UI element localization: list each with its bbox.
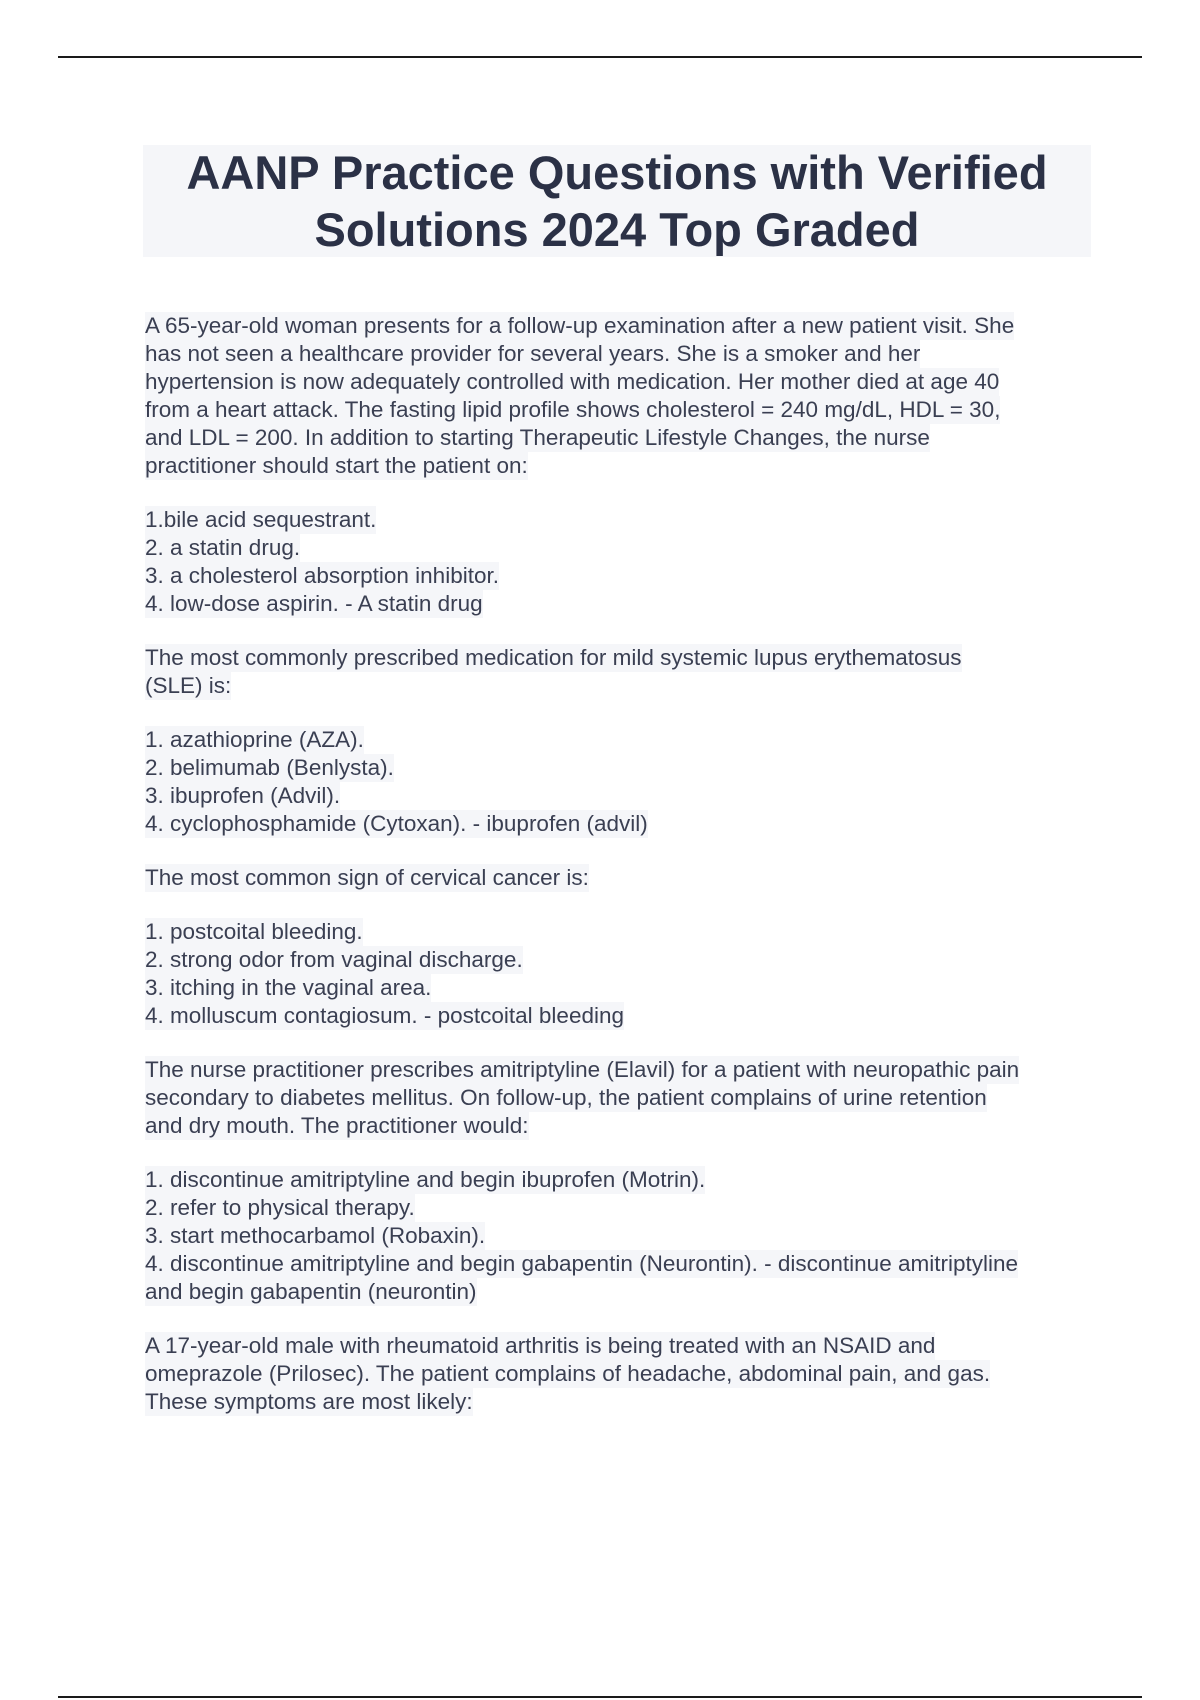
answer-option: 4. low-dose aspirin. - A statin drug bbox=[145, 591, 483, 616]
question-5 bbox=[145, 1332, 1090, 1416]
answer-option: 3. ibuprofen (Advil). bbox=[145, 783, 341, 808]
title-line-1: AANP Practice Questions with Verified bbox=[186, 146, 1048, 199]
stem-line: (SLE) is: bbox=[145, 673, 232, 698]
question-2 bbox=[145, 644, 1090, 838]
stem-line: and LDL = 200. In addition to starting Therapeutic Lifestyle Changes, the nurse bbox=[145, 425, 930, 450]
stem-line: practitioner should start the patient on: bbox=[145, 453, 528, 478]
answer-option: 2. a statin drug. bbox=[145, 535, 301, 560]
answer-option: 4. discontinue amitriptyline and begin gabapentin (Neurontin). - discontinue amitriptyline bbox=[145, 1251, 1018, 1276]
answer-option: 3. itching in the vaginal area. bbox=[145, 975, 432, 1000]
stem-line: from a heart attack. The fasting lipid profile shows cholesterol = 240 mg/dL, HDL = 30, bbox=[145, 397, 1001, 422]
question-stem bbox=[145, 644, 1090, 700]
top-rule bbox=[58, 56, 1142, 58]
stem-line: The most common sign of cervical cancer is: bbox=[145, 865, 589, 890]
stem-line: The most commonly prescribed medication for mild systemic lupus erythematosus bbox=[145, 645, 962, 670]
answer-option: 2. refer to physical therapy. bbox=[145, 1195, 415, 1220]
stem-line: has not seen a healthcare provider for several years. She is a smoker and her bbox=[145, 341, 921, 366]
question-stem bbox=[145, 312, 1090, 480]
answer-option: 1. discontinue amitriptyline and begin ibuprofen (Motrin). bbox=[145, 1167, 706, 1192]
answer-option: 2. belimumab (Benlysta). bbox=[145, 755, 394, 780]
answer-option: 1. postcoital bleeding. bbox=[145, 919, 363, 944]
answer-options bbox=[145, 918, 1090, 1030]
stem-line: secondary to diabetes mellitus. On follow-up, the patient complains of urine retention bbox=[145, 1085, 987, 1110]
question-4 bbox=[145, 1056, 1090, 1306]
bottom-rule bbox=[58, 1696, 1142, 1698]
answer-option: 4. molluscum contagiosum. - postcoital bleeding bbox=[145, 1003, 624, 1028]
answer-option: 2. strong odor from vaginal discharge. bbox=[145, 947, 523, 972]
answer-options bbox=[145, 726, 1090, 838]
stem-line: omeprazole (Prilosec). The patient complains of headache, abdominal pain, and gas. bbox=[145, 1361, 991, 1386]
stem-line: A 17-year-old male with rheumatoid arthritis is being treated with an NSAID and bbox=[145, 1333, 936, 1358]
question-stem bbox=[145, 1056, 1090, 1140]
answer-option: 1.bile acid sequestrant. bbox=[145, 507, 377, 532]
document-title bbox=[143, 145, 1091, 257]
answer-options bbox=[145, 506, 1090, 618]
stem-line: and dry mouth. The practitioner would: bbox=[145, 1113, 529, 1138]
answer-option: and begin gabapentin (neurontin) bbox=[145, 1279, 477, 1304]
stem-line: A 65-year-old woman presents for a follow-up examination after a new patient visit. She bbox=[145, 313, 1015, 338]
stem-line: These symptoms are most likely: bbox=[145, 1389, 473, 1414]
answer-option: 4. cyclophosphamide (Cytoxan). - ibuprofen (advil) bbox=[145, 811, 648, 836]
question-1 bbox=[145, 312, 1090, 618]
title-line-2: Solutions 2024 Top Graded bbox=[314, 203, 920, 256]
stem-line: hypertension is now adequately controlled with medication. Her mother died at age 40 bbox=[145, 369, 1000, 394]
answer-option: 3. a cholesterol absorption inhibitor. bbox=[145, 563, 499, 588]
stem-line: The nurse practitioner prescribes amitriptyline (Elavil) for a patient with neuropathic pain bbox=[145, 1057, 1020, 1082]
question-stem bbox=[145, 1332, 1090, 1416]
answer-options bbox=[145, 1166, 1090, 1306]
question-stem bbox=[145, 864, 1090, 892]
answer-option: 3. start methocarbamol (Robaxin). bbox=[145, 1223, 486, 1248]
answer-option: 1. azathioprine (AZA). bbox=[145, 727, 364, 752]
question-list bbox=[145, 312, 1090, 1442]
question-3 bbox=[145, 864, 1090, 1030]
